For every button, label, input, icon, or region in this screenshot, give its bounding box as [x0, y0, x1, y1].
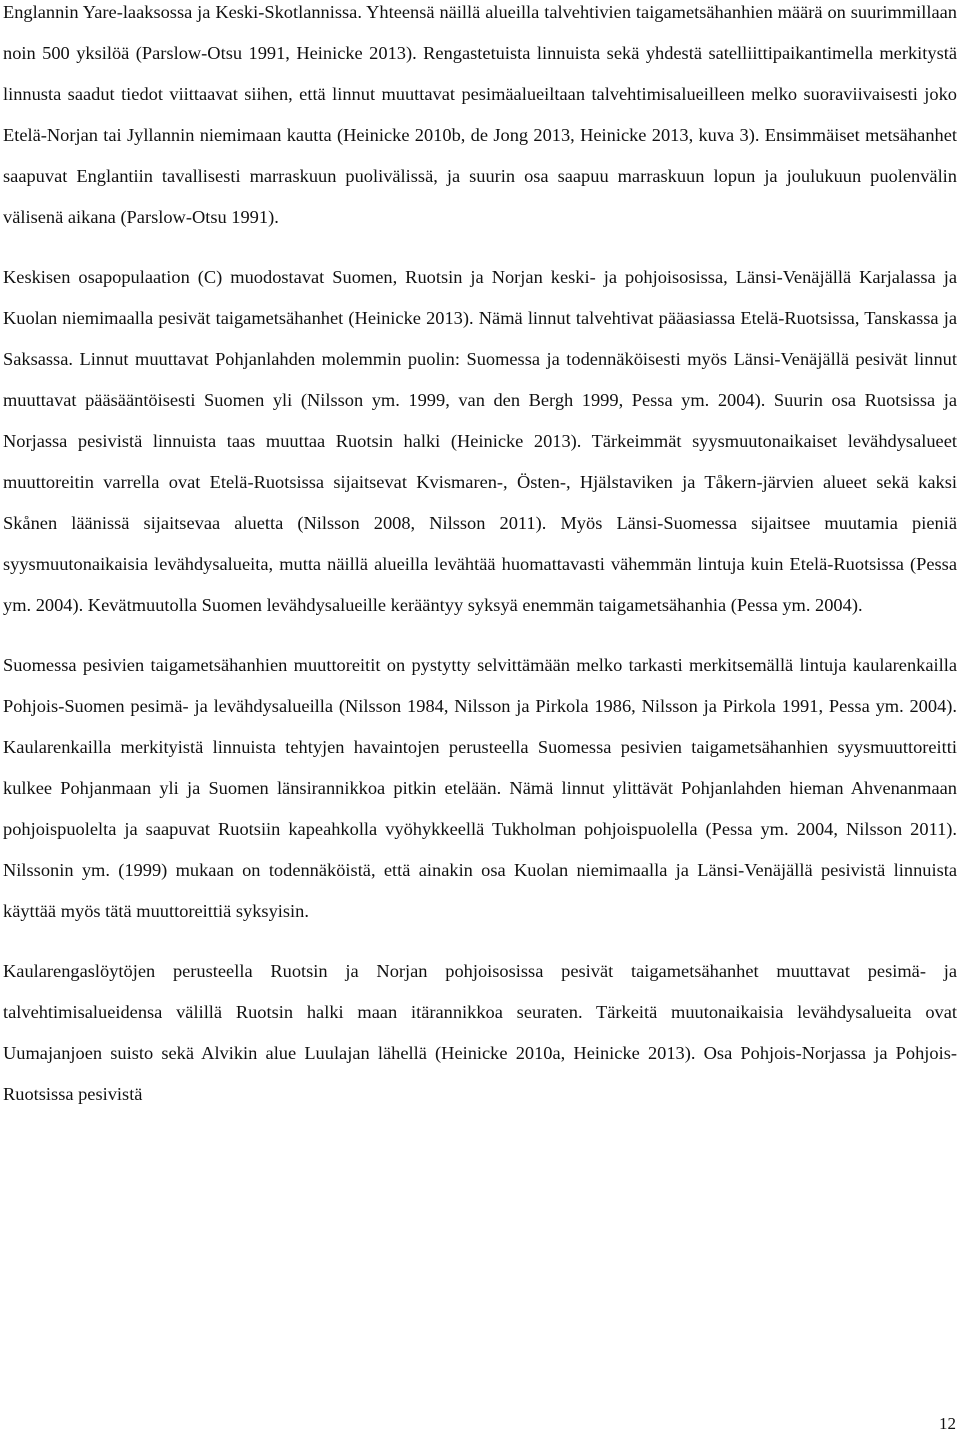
- paragraph: Suomessa pesivien taigametsähanhien muuttoreitit on pystytty selvittämään melko tarkasti merkitsemällä lintuja kaularenkailla Pohjois-Suomen pesimä- ja levähdysalueilla (Nilsson 1984, Nilsson ja Pirkola 1986, Nilsson ja Pirkola 1991, Pessa ym. 2004). Kaularenkailla merkityistä linnuista tehtyjen havaintojen perusteella Suomessa pesivien taigametsähanhien syysmuuttoreitti kulkee Pohjanmaan yli ja Suomen länsirannikkoa pitkin etelään. Nämä linnut ylittävät Pohjanlahden hieman Ahvenanmaan pohjoispuolelta ja saapuvat Ruotsiin kapeahkolla vyöhykkeellä Tukholman pohjoispuolella (Pessa ym. 2004, Nilsson 2011). Nilssonin ym. (1999) mukaan on todennäköistä, että ainakin osa Kuolan niemimaalla ja Länsi-Venäjällä pesivistä linnuista käyttää myös tätä muuttoreittiä syksyisin.: [3, 655, 957, 921]
- page-number: 12: [939, 1414, 956, 1433]
- paragraph: Englannin Yare-laaksossa ja Keski-Skotlannissa. Yhteensä näillä alueilla talvehtivien taigametsähanhien määrä on suurimmillaan noin 500 yksilöä (Parslow-Otsu 1991, Heinicke 2013). Rengastetuista linnuista sekä yhdestä satelliittipaikantimella merkitystä linnusta saadut tiedot viittaavat siihen, että linnut muuttavat pesimäalueiltaan talvehtimisalueilleen melko suoraviivaisesti joko Etelä-Norjan tai Jyllannin niemimaan kautta (Heinicke 2010b, de Jong 2013, Heinicke 2013, kuva 3). Ensimmäiset metsähanhet saapuvat Englantiin tavallisesti marraskuun puolivälissä, ja suurin osa saapuu marraskuun lopun ja joulukuun puolenvälin välisenä aikana (Parslow-Otsu 1991).: [3, 2, 957, 227]
- paragraph: Kaularengaslöytöjen perusteella Ruotsin ja Norjan pohjoisosissa pesivät taigametsähanhet muuttavat pesimä- ja talvehtimisalueidensa välillä Ruotsin halki maan itärannikkoa seuraten. Tärkeitä muutonaikaisia levähdysalueita ovat Uumajanjoen suisto sekä Alvikin alue Luulajan lähellä (Heinicke 2010a, Heinicke 2013). Osa Pohjois-Norjassa ja Pohjois-Ruotsissa pesivistä: [3, 961, 957, 1104]
- document-page: [3, 0, 957, 1115]
- paragraph: Keskisen osapopulaation (C) muodostavat Suomen, Ruotsin ja Norjan keski- ja pohjoisosissa, Länsi-Venäjällä Karjalassa ja Kuolan niemimaalla pesivät taigametsähanhet (Heinicke 2013). Nämä linnut talvehtivat pääasiassa Etelä-Ruotsissa, Tanskassa ja Saksassa. Linnut muuttavat Pohjanlahden molemmin puolin: Suomessa ja todennäköisesti myös Länsi-Venäjällä pesivät linnut muuttavat pääsääntöisesti Suomen yli (Nilsson ym. 1999, van den Bergh 1999, Pessa ym. 2004). Suurin osa Ruotsissa ja Norjassa pesivistä linnuista taas muuttaa Ruotsin halki (Heinicke 2013). Tärkeimmät syysmuutonaikaiset levähdysalueet muuttoreitin varrella ovat Etelä-Ruotsissa sijaitsevat Kvismaren-, Östen-, Hjälstaviken ja Tåkern-järvien alueet sekä kaksi Skånen läänissä sijaitsevaa aluetta (Nilsson 2008, Nilsson 2011). Myös Länsi-Suomessa sijaitsee muutamia pieniä syysmuutonaikaisia levähdysalueita, mutta näillä alueilla levähtää huomattavasti vähemmän lintuja kuin Etelä-Ruotsissa (Pessa ym. 2004). Kevätmuutolla Suomen levähdysalueille kerääntyy syksyä enemmän taigametsähanhia (Pessa ym. 2004).: [3, 267, 957, 615]
